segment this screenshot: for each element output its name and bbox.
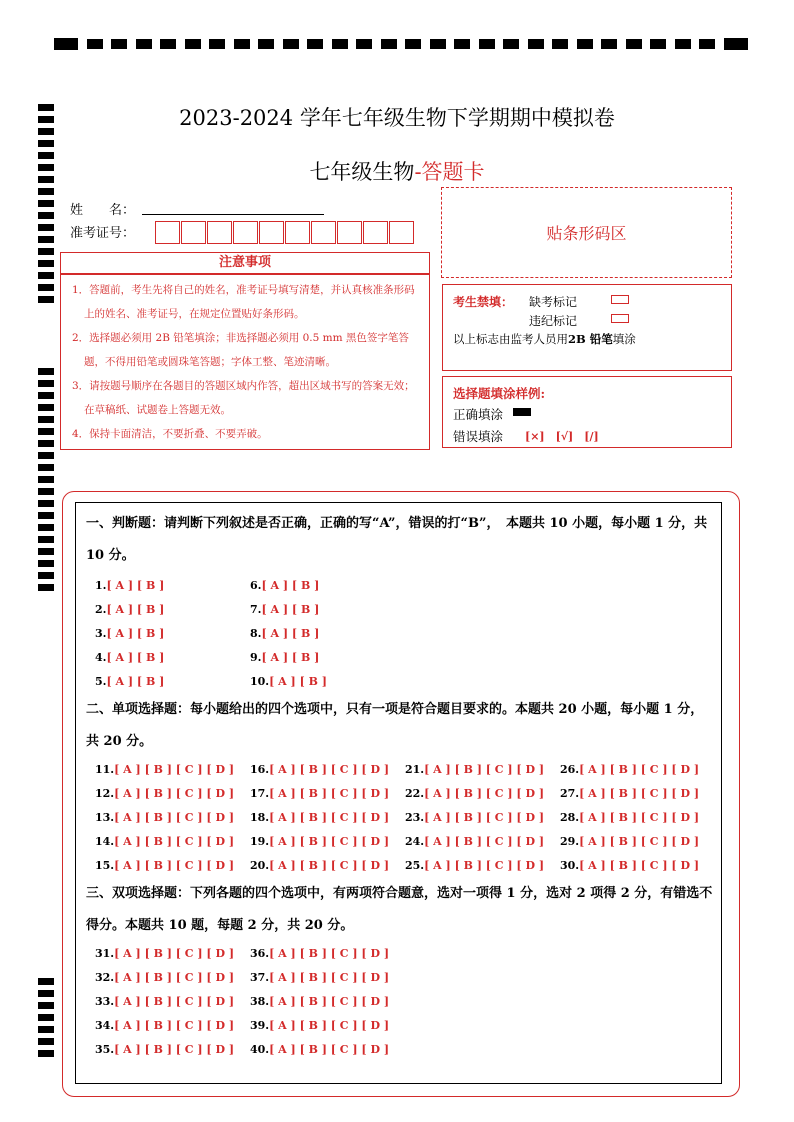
answer-option-row[interactable] bbox=[95, 947, 234, 960]
answer-option-row[interactable] bbox=[250, 995, 389, 1008]
answer-bubbles[interactable]: [ A ] [ B ] [ C ] [ D ] bbox=[424, 811, 545, 824]
sample-wrong-label: 错误填涂 bbox=[453, 429, 504, 444]
answer-option-row[interactable] bbox=[250, 627, 319, 640]
answer-option-row[interactable] bbox=[95, 971, 234, 984]
answer-option-row[interactable] bbox=[250, 835, 389, 848]
question-number: 7. bbox=[250, 603, 262, 616]
absent-mark-box[interactable] bbox=[611, 295, 629, 304]
answer-option-row[interactable] bbox=[250, 675, 327, 688]
question-number: 37. bbox=[250, 971, 270, 984]
answer-bubbles[interactable]: [ A ] [ B ] [ C ] [ D ] bbox=[269, 947, 390, 960]
question-number: 26. bbox=[560, 763, 580, 776]
answer-option-row[interactable] bbox=[95, 995, 234, 1008]
barcode-label: 贴条形码区 bbox=[546, 224, 627, 243]
id-label: 准考证号： bbox=[70, 226, 136, 241]
question-number: 24. bbox=[405, 835, 425, 848]
answer-bubbles[interactable]: [ A ] [ B ] [ C ] [ D ] bbox=[114, 859, 235, 872]
question-number: 32. bbox=[95, 971, 115, 984]
id-digit-box[interactable] bbox=[233, 221, 258, 244]
question-number: 34. bbox=[95, 1019, 115, 1032]
notice-heading: 注意事项 bbox=[60, 252, 430, 274]
answer-bubbles[interactable]: [ A ] [ B ] [ C ] [ D ] bbox=[269, 971, 390, 984]
absent-mark-label: 缺考标记 bbox=[529, 295, 578, 309]
answer-option-row[interactable] bbox=[560, 811, 699, 824]
answer-bubbles[interactable]: [ A ] [ B ] [ C ] [ D ] bbox=[424, 787, 545, 800]
answer-option-row[interactable] bbox=[95, 579, 164, 592]
question-number: 39. bbox=[250, 1019, 270, 1032]
id-digit-box[interactable] bbox=[285, 221, 310, 244]
answer-bubbles[interactable]: [ A ] [ B ] [ C ] [ D ] bbox=[114, 787, 235, 800]
question-number: 4. bbox=[95, 651, 107, 664]
timing-marks-top bbox=[54, 38, 748, 50]
answer-bubbles[interactable]: [ A ] [ B ] [ C ] [ D ] bbox=[579, 811, 700, 824]
answer-option-row[interactable] bbox=[560, 763, 699, 776]
answer-option-row[interactable] bbox=[405, 811, 544, 824]
notice-item: 1．答题前，考生先将自己的姓名，准考证号填写清楚，并认真核准条形码上的姓名、准考证号，在规定位置贴好条形码。 bbox=[72, 284, 415, 320]
page-title: 2023-2024 学年七年级生物下学期期中模拟卷 bbox=[179, 106, 615, 130]
question-number: 12. bbox=[95, 787, 115, 800]
id-digit-box[interactable] bbox=[181, 221, 206, 244]
sample-correct-label: 正确填涂 bbox=[453, 407, 504, 422]
question-number: 31. bbox=[95, 947, 115, 960]
answer-bubbles[interactable]: [ A ] [ B ] [ C ] [ D ] bbox=[269, 787, 390, 800]
answer-option-row[interactable] bbox=[95, 1043, 234, 1056]
answer-bubbles[interactable]: [ A ] [ B ] [ C ] [ D ] bbox=[269, 811, 390, 824]
question-number: 21. bbox=[405, 763, 425, 776]
question-number: 29. bbox=[560, 835, 580, 848]
question-number: 27. bbox=[560, 787, 580, 800]
answer-bubbles[interactable]: [ A ] [ B ] bbox=[261, 603, 320, 616]
sample-correct-fill bbox=[513, 408, 531, 416]
answer-bubbles[interactable]: [ A ] [ B ] [ C ] [ D ] bbox=[114, 1019, 235, 1032]
question-number: 17. bbox=[250, 787, 270, 800]
answer-bubbles[interactable]: [ A ] [ B ] [ C ] [ D ] bbox=[424, 763, 545, 776]
forbidden-note-bold: 2B 铅笔 bbox=[568, 332, 613, 346]
answer-option-row[interactable] bbox=[95, 603, 164, 616]
answer-option-row[interactable] bbox=[250, 1019, 389, 1032]
question-number: 25. bbox=[405, 859, 425, 872]
question-number: 30. bbox=[560, 859, 580, 872]
violation-mark-box[interactable] bbox=[611, 314, 629, 323]
notice-body bbox=[60, 274, 430, 450]
answer-option-row[interactable] bbox=[250, 579, 319, 592]
answer-option-row[interactable] bbox=[405, 835, 544, 848]
question-number: 35. bbox=[95, 1043, 115, 1056]
examinee-forbidden-box bbox=[442, 284, 732, 371]
id-digit-box[interactable] bbox=[363, 221, 388, 244]
answer-bubbles[interactable]: [ A ] [ B ] [ C ] [ D ] bbox=[579, 763, 700, 776]
question-number: 8. bbox=[250, 627, 262, 640]
question-number: 11. bbox=[95, 763, 115, 776]
answer-bubbles[interactable]: [ A ] [ B ] bbox=[269, 675, 327, 688]
answer-bubbles[interactable]: [ A ] [ B ] bbox=[106, 651, 165, 664]
answer-bubbles[interactable]: [ A ] [ B ] [ C ] [ D ] bbox=[579, 859, 700, 872]
answer-bubbles[interactable]: [ A ] [ B ] [ C ] [ D ] bbox=[269, 835, 390, 848]
answer-option-row[interactable] bbox=[250, 603, 319, 616]
question-number: 28. bbox=[560, 811, 580, 824]
question-number: 1. bbox=[95, 579, 107, 592]
question-number: 23. bbox=[405, 811, 425, 824]
answer-bubbles[interactable]: [ A ] [ B ] bbox=[106, 627, 165, 640]
answer-bubbles[interactable]: [ A ] [ B ] [ C ] [ D ] bbox=[269, 859, 390, 872]
answer-option-row[interactable] bbox=[250, 859, 389, 872]
id-digit-box[interactable] bbox=[311, 221, 336, 244]
question-number: 14. bbox=[95, 835, 115, 848]
answer-option-row[interactable] bbox=[405, 763, 544, 776]
name-label: 姓 名： bbox=[70, 203, 136, 218]
id-digit-box[interactable] bbox=[207, 221, 232, 244]
timing-marks-left-bottom bbox=[38, 978, 54, 1062]
answer-bubbles[interactable]: [ A ] [ B ] [ C ] [ D ] bbox=[424, 859, 545, 872]
answer-option-row[interactable] bbox=[95, 651, 164, 664]
answer-bubbles[interactable]: [ A ] [ B ] [ C ] [ D ] bbox=[269, 1043, 390, 1056]
question-number: 33. bbox=[95, 995, 115, 1008]
answer-bubbles[interactable]: [ A ] [ B ] bbox=[261, 627, 320, 640]
answer-option-row[interactable] bbox=[95, 787, 234, 800]
notice-item: 4．保持卡面清洁，不要折叠、不要弄破。 bbox=[72, 428, 268, 440]
answer-bubbles[interactable]: [ A ] [ B ] bbox=[261, 651, 320, 664]
answer-option-row[interactable] bbox=[560, 859, 699, 872]
answer-option-row[interactable] bbox=[250, 811, 389, 824]
section3-instructions: 三、双项选择题：下列各题的四个选项中，有两项符合题意，选对一项得 1 分，选对 2 项得 2 分，有错选不得分。本题共 10 题，每题 2 分，共 20 分。 bbox=[86, 886, 713, 933]
question-number: 3. bbox=[95, 627, 107, 640]
answer-bubbles[interactable]: [ A ] [ B ] [ C ] [ D ] bbox=[114, 835, 235, 848]
answer-option-row[interactable] bbox=[95, 627, 164, 640]
answer-option-row[interactable] bbox=[95, 675, 164, 688]
question-number: 9. bbox=[250, 651, 262, 664]
answer-option-row[interactable] bbox=[250, 651, 319, 664]
answer-bubbles[interactable]: [ A ] [ B ] [ C ] [ D ] bbox=[579, 787, 700, 800]
answer-option-row[interactable] bbox=[250, 971, 389, 984]
answer-option-row[interactable] bbox=[95, 1019, 234, 1032]
violation-mark-label: 违纪标记 bbox=[529, 314, 578, 328]
answer-bubbles[interactable]: [ A ] [ B ] [ C ] [ D ] bbox=[424, 835, 545, 848]
answer-bubbles[interactable]: [ A ] [ B ] [ C ] [ D ] bbox=[269, 763, 390, 776]
answer-bubbles[interactable]: [ A ] [ B ] bbox=[261, 579, 320, 592]
notice-item: 2．选择题必须用 2B 铅笔填涂；非选择题必须用 0.5 mm 黑色签字笔答题，不得用铅笔或圆珠笔答题；字体工整、笔迹清晰。 bbox=[72, 332, 409, 368]
sample-wrong-marks: [×] [√] [/] bbox=[525, 430, 599, 443]
answer-bubbles[interactable]: [ A ] [ B ] [ C ] [ D ] bbox=[114, 1043, 235, 1056]
fill-sample-box bbox=[442, 376, 732, 448]
notice-item: 3．请按题号顺序在各题目的答题区域内作答，超出区域书写的答案无效；在草稿纸、试题卷上答题无效。 bbox=[72, 380, 415, 416]
question-number: 2. bbox=[95, 603, 107, 616]
question-number: 19. bbox=[250, 835, 270, 848]
question-number: 15. bbox=[95, 859, 115, 872]
question-number: 20. bbox=[250, 859, 270, 872]
answer-bubbles[interactable]: [ A ] [ B ] [ C ] [ D ] bbox=[269, 995, 390, 1008]
question-number: 10. bbox=[250, 675, 270, 688]
timing-marks-left-top bbox=[38, 104, 54, 308]
id-digit-box[interactable] bbox=[389, 221, 414, 244]
forbidden-note-pre: 以上标志由监考人员用 bbox=[453, 332, 568, 346]
answer-option-row[interactable] bbox=[250, 1043, 389, 1056]
forbidden-label: 考生禁填： bbox=[453, 295, 514, 309]
answer-option-row[interactable] bbox=[560, 787, 699, 800]
answer-option-row[interactable] bbox=[250, 787, 389, 800]
section2-instructions: 二、单项选择题：每小题给出的四个选项中，只有一项是符合题目要求的。本题共 20 小题，每小题 1 分，共 20 分。 bbox=[86, 702, 704, 749]
answer-option-row[interactable] bbox=[405, 859, 544, 872]
answer-option-row[interactable] bbox=[95, 763, 234, 776]
answer-option-row[interactable] bbox=[560, 835, 699, 848]
id-digit-box[interactable] bbox=[155, 221, 180, 244]
answer-bubbles[interactable]: [ A ] [ B ] [ C ] [ D ] bbox=[579, 835, 700, 848]
answer-bubbles[interactable]: [ A ] [ B ] bbox=[106, 579, 165, 592]
forbidden-note bbox=[453, 331, 636, 347]
subtitle-dash: - bbox=[414, 160, 422, 184]
question-number: 16. bbox=[250, 763, 270, 776]
answer-bubbles[interactable]: [ A ] [ B ] bbox=[106, 603, 165, 616]
question-number: 22. bbox=[405, 787, 425, 800]
answer-option-row[interactable] bbox=[95, 811, 234, 824]
barcode-area bbox=[441, 187, 732, 278]
answer-bubbles[interactable]: [ A ] [ B ] bbox=[106, 675, 165, 688]
answer-bubbles[interactable]: [ A ] [ B ] [ C ] [ D ] bbox=[114, 947, 235, 960]
answer-bubbles[interactable]: [ A ] [ B ] [ C ] [ D ] bbox=[114, 811, 235, 824]
question-number: 6. bbox=[250, 579, 262, 592]
answer-option-row[interactable] bbox=[95, 835, 234, 848]
section1-instructions: 一、判断题：请判断下列叙述是否正确，正确的写“A”，错误的打“B”， 本题共 10 小题，每小题 1 分，共 10 分。 bbox=[86, 516, 708, 563]
question-number: 36. bbox=[250, 947, 270, 960]
answer-option-row[interactable] bbox=[405, 787, 544, 800]
name-field[interactable] bbox=[142, 214, 324, 215]
subtitle-main: 七年级生物 bbox=[309, 160, 415, 184]
sample-heading: 选择题填涂样例: bbox=[453, 386, 546, 401]
forbidden-note-post: 填涂 bbox=[612, 332, 636, 346]
page-subtitle bbox=[0, 156, 794, 186]
answer-option-row[interactable] bbox=[95, 859, 234, 872]
answer-bubbles[interactable]: [ A ] [ B ] [ C ] [ D ] bbox=[114, 763, 235, 776]
question-number: 40. bbox=[250, 1043, 270, 1056]
answer-option-row[interactable] bbox=[250, 763, 389, 776]
question-number: 38. bbox=[250, 995, 270, 1008]
timing-marks-left-mid bbox=[38, 368, 54, 596]
question-number: 18. bbox=[250, 811, 270, 824]
question-number: 13. bbox=[95, 811, 115, 824]
answer-option-row[interactable] bbox=[250, 947, 389, 960]
answer-bubbles[interactable]: [ A ] [ B ] [ C ] [ D ] bbox=[114, 995, 235, 1008]
id-digit-box[interactable] bbox=[259, 221, 284, 244]
answer-bubbles[interactable]: [ A ] [ B ] [ C ] [ D ] bbox=[114, 971, 235, 984]
subtitle-card: 答题卡 bbox=[421, 160, 485, 184]
answer-bubbles[interactable]: [ A ] [ B ] [ C ] [ D ] bbox=[269, 1019, 390, 1032]
id-digit-box[interactable] bbox=[337, 221, 362, 244]
id-number-boxes[interactable] bbox=[155, 221, 415, 244]
question-number: 5. bbox=[95, 675, 107, 688]
